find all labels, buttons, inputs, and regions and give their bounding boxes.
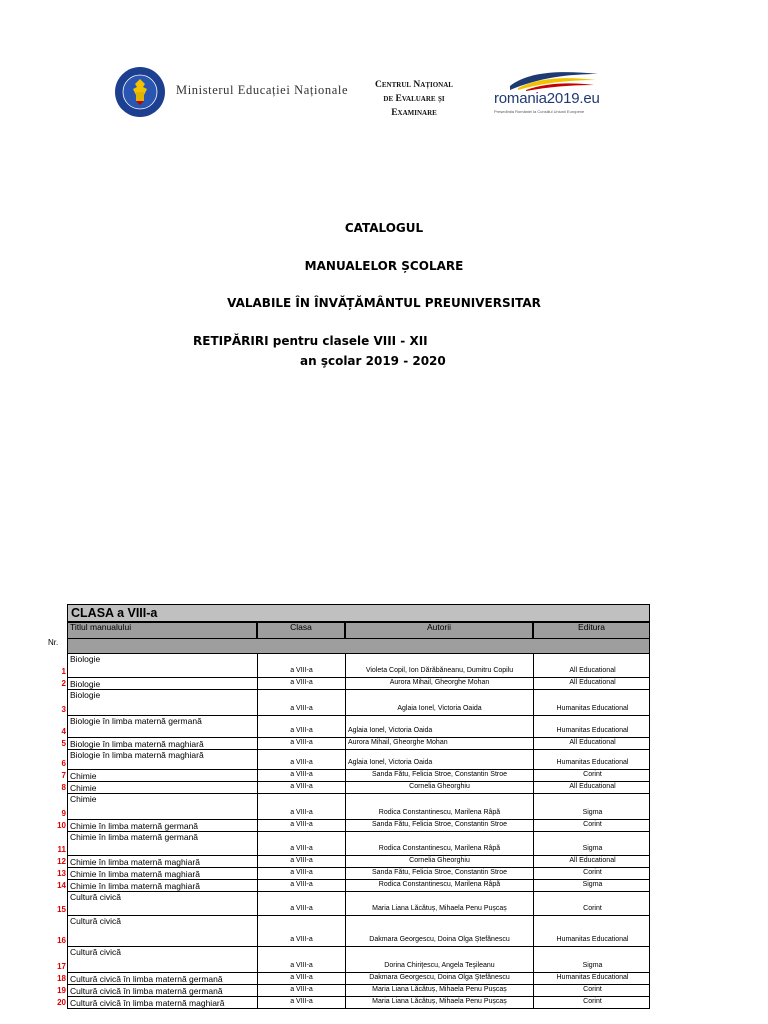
table-row [61, 782, 650, 794]
authors-cell: Rodica Constantinescu, Marilena Râpă [346, 832, 534, 855]
romania2019-logo [492, 68, 612, 120]
table-row [57, 820, 650, 832]
table-row [57, 868, 650, 880]
table-row [57, 856, 650, 868]
manual-title-cell: Chimie în limba maternă maghiară [68, 856, 258, 867]
class-cell: a VIII-a [258, 892, 346, 915]
class-cell: a VIII-a [258, 820, 346, 831]
row-number: 12 [57, 857, 66, 866]
class-cell: a VIII-a [258, 997, 346, 1008]
publisher-cell: Humanitas Educational [556, 727, 629, 734]
manual-title-cell: Biologie în limba maternă maghiară [68, 750, 258, 769]
class-cell: a VIII-a [258, 794, 346, 819]
table-row [61, 794, 650, 820]
table-row [57, 916, 650, 947]
flag-swoosh-icon [508, 68, 600, 92]
class-section-header: CLASA a VIII-a [67, 604, 650, 622]
class-cell: a VIII-a [258, 985, 346, 996]
publisher-cell: Corint [583, 771, 602, 778]
authors-cell: Cornelia Gheorghiu [346, 856, 534, 867]
authors-cell: Aurora Mihail, Gheorghe Mohan [346, 678, 534, 689]
class-cell: a VIII-a [258, 868, 346, 879]
publisher-cell: Sigma [582, 845, 603, 852]
table-body [57, 639, 650, 1009]
row-number: 3 [61, 705, 66, 714]
publisher-cell: All Educational [569, 739, 616, 746]
publisher-cell: Humanitas Educational [556, 759, 629, 766]
logo-bar [0, 64, 768, 124]
table-row [61, 678, 650, 690]
authors-cell: Aglaia Ionel, Victoria Oaida [346, 716, 534, 737]
title-school-year: an şcolar 2019 - 2020 [300, 354, 446, 368]
title-reprints: RETIPĂRIRI pentru clasele VIII - XII [193, 334, 428, 348]
class-cell: a VIII-a [258, 782, 346, 793]
manual-title-cell: Cultură civică în limba maternă maghiară [68, 997, 258, 1008]
authors-cell: Rodica Constantinescu, Marilena Râpă [346, 794, 534, 819]
row-number: 15 [57, 905, 66, 914]
publisher-cell: Humanitas Educational [556, 936, 629, 943]
class-cell: a VIII-a [258, 678, 346, 689]
publisher-cell: Humanitas Educational [556, 705, 629, 712]
row-number: 8 [61, 783, 66, 792]
title-valid: VALABILE ÎN ÎNVĂȚĂMÂNTUL PREUNIVERSITAR [227, 296, 541, 310]
manual-title-cell: Chimie [68, 770, 258, 781]
row-number: 9 [61, 809, 66, 818]
manual-title-cell: Biologie în limba maternă maghiară [68, 738, 258, 749]
government-seal-icon [114, 66, 166, 118]
publisher-cell: Sigma [582, 809, 603, 816]
table-row [57, 985, 650, 997]
table-row [61, 690, 650, 716]
publisher-cell: Sigma [582, 962, 603, 969]
manual-title-cell: Chimie în limba maternă maghiară [68, 868, 258, 879]
table-row [57, 832, 650, 856]
manual-title-cell: Biologie [68, 654, 258, 677]
class-cell: a VIII-a [258, 947, 346, 972]
authors-cell: Maria Liana Lăcătuș, Mihaela Penu Pușcaș [346, 892, 534, 915]
authors-cell: Aurora Mihail, Gheorghe Mohan [346, 738, 534, 749]
row-number: 18 [57, 974, 66, 983]
publisher-cell: Humanitas Educational [556, 974, 629, 981]
authors-cell: Aglaia Ionel, Victoria Oaida [346, 750, 534, 769]
row-number: 20 [57, 998, 66, 1007]
manual-title-cell: Chimie în limba maternă germană [68, 832, 258, 855]
table-row [57, 947, 650, 973]
class-cell: a VIII-a [258, 856, 346, 867]
publisher-cell: Corint [583, 821, 602, 828]
column-header-publisher: Editura [533, 622, 650, 639]
row-number: 7 [61, 771, 66, 780]
row-number: 6 [61, 759, 66, 768]
publisher-cell: Sigma [582, 881, 603, 888]
nr-label: Nr. [48, 638, 59, 647]
class-cell: a VIII-a [258, 770, 346, 781]
row-number: 14 [57, 881, 66, 890]
publisher-cell: All Educational [569, 667, 616, 674]
authors-cell: Aglaia Ionel, Victoria Oaida [346, 690, 534, 715]
row-number: 17 [57, 962, 66, 971]
row-number: 11 [57, 845, 66, 854]
title-catalog: CATALOGUL [344, 221, 424, 235]
manual-title-cell: Chimie în limba maternă maghiară [68, 880, 258, 891]
class-cell: a VIII-a [258, 880, 346, 891]
class-cell: a VIII-a [258, 973, 346, 984]
class-cell: a VIII-a [258, 690, 346, 715]
class-cell: a VIII-a [258, 832, 346, 855]
publisher-cell: All Educational [569, 857, 616, 864]
row-number: 4 [61, 727, 66, 736]
row-number: 5 [61, 739, 66, 748]
authors-cell: Maria Liana Lăcătuș, Mihaela Penu Pușcaș [346, 985, 534, 996]
authors-cell: Violeta Copil, Ion Dărăbăneanu, Dumitru Copilu [346, 654, 534, 677]
row-number: 13 [57, 869, 66, 878]
publisher-cell: Corint [583, 998, 602, 1005]
manual-title-cell: Chimie [68, 782, 258, 793]
manual-title-cell: Cultură civică în limba maternă germană [68, 985, 258, 996]
authors-cell: Rodica Constantinescu, Marilena Râpă [346, 880, 534, 891]
table-row [61, 750, 650, 770]
publisher-cell: All Educational [569, 783, 616, 790]
row-number: 1 [61, 667, 66, 676]
manual-title-cell: Chimie [68, 794, 258, 819]
authors-cell: Dorina Chiriţescu, Angela Teşileanu [346, 947, 534, 972]
row-number: 2 [61, 679, 66, 688]
manual-title-cell: Cultură civică [68, 916, 258, 946]
table-row [61, 770, 650, 782]
manual-title-cell: Cultură civică în limba maternă germană [68, 973, 258, 984]
class-cell: a VIII-a [258, 750, 346, 769]
manual-title-cell: Biologie [68, 678, 258, 689]
publisher-cell: Corint [583, 986, 602, 993]
title-manuals: MANUALELOR ȘCOLARE [304, 259, 464, 273]
table-row [61, 716, 650, 738]
header-spacer-row [67, 639, 650, 654]
manual-title-cell: Biologie [68, 690, 258, 715]
class-cell: a VIII-a [258, 738, 346, 749]
romania2019-tagline: Președinția României la Consiliul Uniunii Europene [494, 109, 585, 114]
table-row [57, 892, 650, 916]
row-number: 19 [57, 986, 66, 995]
publisher-cell: Corint [583, 905, 602, 912]
class-cell: a VIII-a [258, 654, 346, 677]
authors-cell: Cornelia Gheorghiu [346, 782, 534, 793]
publisher-cell: Corint [583, 869, 602, 876]
class-cell: a VIII-a [258, 916, 346, 946]
manual-title-cell: Cultură civică [68, 947, 258, 972]
manual-title-cell: Cultură civică [68, 892, 258, 915]
authors-cell: Sanda Fătu, Felicia Stroe, Constantin Stroe [346, 868, 534, 879]
table-row [57, 997, 650, 1009]
authors-cell: Sanda Fătu, Felicia Stroe, Constantin Stroe [346, 820, 534, 831]
column-header-authors: Autorii [345, 622, 533, 639]
cnee-name: Centrul Național de Evaluare și Examinare [375, 80, 453, 118]
row-number: 10 [57, 821, 66, 830]
table-row [57, 880, 650, 892]
authors-cell: Dakmara Georgescu, Doina Olga Ștefănescu [346, 916, 534, 946]
authors-cell: Dakmara Georgescu, Doina Olga Ştefănescu [346, 973, 534, 984]
column-header-class: Clasa [257, 622, 345, 639]
table-row [61, 738, 650, 750]
column-header-title: Titlul manualului [67, 622, 257, 639]
authors-cell: Maria Liana Lăcătuș, Mihaela Penu Pușcaș [346, 997, 534, 1008]
manual-title-cell: Biologie în limba maternă germană [68, 716, 258, 737]
class-cell: a VIII-a [258, 716, 346, 737]
ministry-name: Ministerul Educației Naționale [176, 83, 349, 97]
row-number: 16 [57, 936, 66, 945]
table-row [57, 973, 650, 985]
romania2019-text: romania2019.eu [494, 90, 600, 107]
table-row [61, 654, 650, 678]
manual-title-cell: Chimie în limba maternă germană [68, 820, 258, 831]
publisher-cell: All Educational [569, 679, 616, 686]
authors-cell: Sanda Fătu, Felicia Stroe, Constantin Stroe [346, 770, 534, 781]
